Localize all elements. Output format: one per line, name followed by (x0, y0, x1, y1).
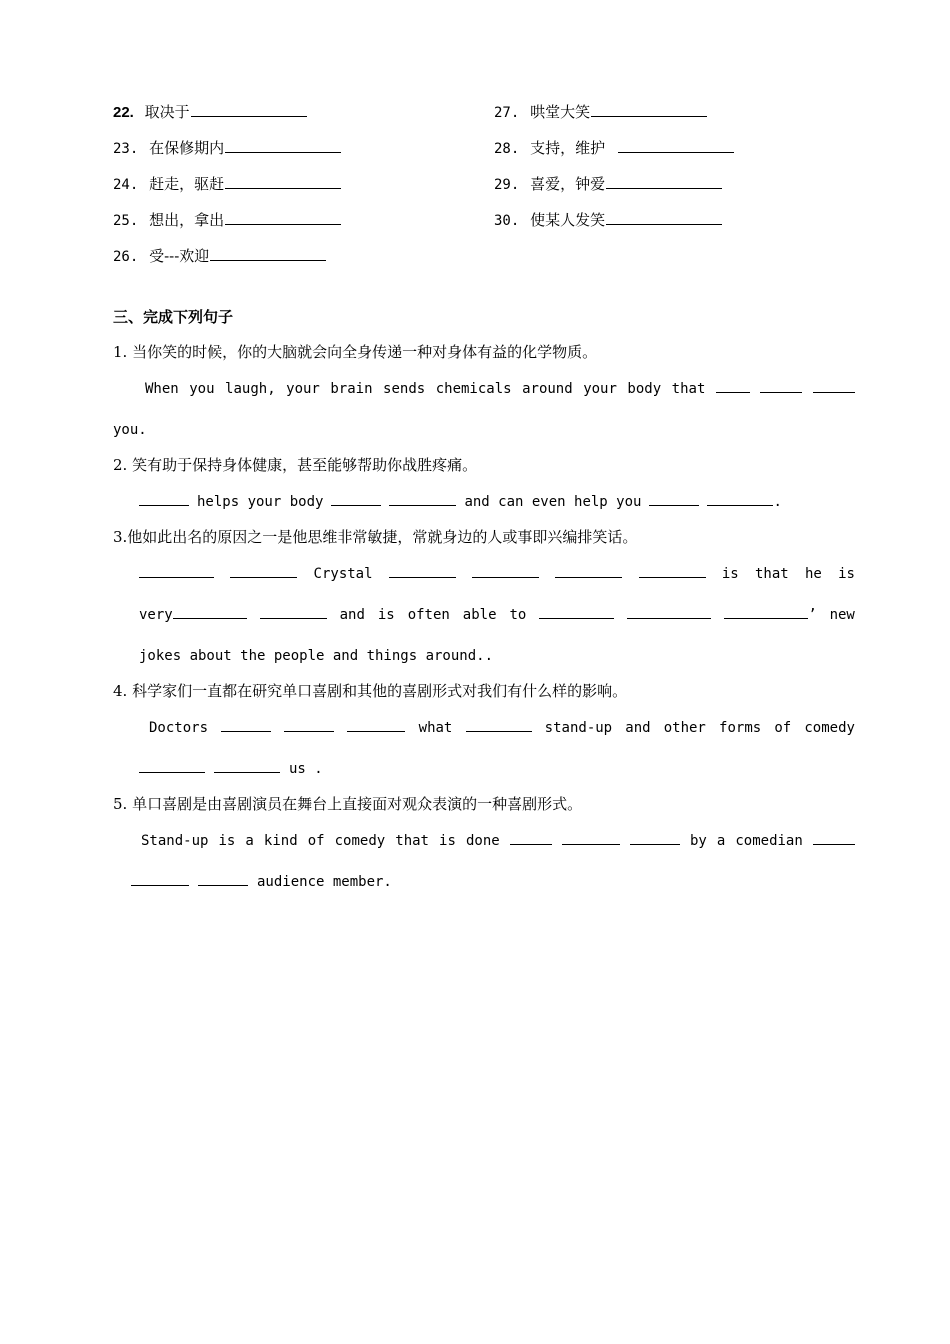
word: you. (113, 422, 147, 438)
item-number: 22. (113, 104, 134, 121)
answer-blank[interactable] (347, 718, 405, 732)
answer-blank[interactable] (716, 379, 750, 393)
sentence-1-chinese: 1. 当你笑的时候，你的大脑就会向全身传递一种对身体有益的化学物质。 (113, 343, 598, 361)
word: and (339, 607, 365, 623)
word: comedian (735, 833, 803, 849)
word: new (829, 607, 855, 623)
vocab-item-25 (113, 210, 341, 231)
word: laugh, (225, 381, 276, 397)
word: kind (263, 833, 298, 849)
answer-blank[interactable] (221, 718, 271, 732)
word: other (663, 720, 706, 736)
item-number: 30. (494, 213, 520, 229)
answer-blank[interactable] (260, 605, 327, 619)
word-with-blank (139, 605, 247, 625)
item-number: 24. (113, 177, 139, 193)
word: chemicals (435, 381, 512, 397)
answer-blank[interactable] (139, 564, 214, 578)
phrase: jokes about the people and things around.. (139, 648, 494, 664)
item-term: 在保修期内 (149, 139, 225, 157)
word: that (395, 833, 429, 849)
word: a (245, 833, 254, 849)
sentence-4-chinese: 4. 科学家们一直都在研究单口喜剧和其他的喜剧形式对我们有什么样的影响。 (113, 682, 628, 700)
answer-blank[interactable] (139, 492, 189, 506)
answer-blank[interactable] (389, 492, 456, 506)
word: that (755, 566, 789, 582)
vocab-item-26 (113, 246, 326, 267)
answer-blank[interactable] (618, 138, 734, 153)
item-term: 赶走，驱赶 (149, 175, 225, 193)
sentence-5-english (141, 831, 855, 851)
word: When (145, 381, 179, 397)
word: is (838, 566, 855, 582)
word: comedy (804, 720, 855, 736)
word: is (721, 566, 739, 582)
word: comedy (334, 833, 386, 849)
sentence-2-english (139, 492, 782, 512)
word: Doctors (149, 720, 209, 736)
answer-blank[interactable] (225, 174, 341, 189)
answer-blank[interactable] (225, 138, 341, 153)
vocab-item-24 (113, 174, 341, 195)
word: you (189, 381, 215, 397)
vocab-item-30 (494, 210, 722, 231)
word: Crystal (313, 566, 373, 582)
answer-blank[interactable] (210, 246, 326, 261)
phrase: helps your body (197, 494, 324, 510)
item-number: 25. (113, 213, 139, 229)
answer-blank[interactable] (562, 831, 620, 845)
phrase: and can even help you (464, 494, 642, 510)
answer-blank[interactable] (760, 379, 802, 393)
word: and (625, 720, 651, 736)
item-term: 哄堂大笑 (530, 103, 591, 121)
item-term: 取决于 (144, 103, 190, 121)
answer-blank[interactable] (139, 759, 205, 773)
answer-blank[interactable] (649, 492, 699, 506)
item-term: 想出，拿出 (149, 211, 225, 229)
word: your (286, 381, 320, 397)
answer-blank[interactable] (389, 564, 456, 578)
word: is (377, 607, 395, 623)
answer-blank[interactable] (813, 379, 855, 393)
word: Stand-up (141, 833, 209, 849)
vocab-item-27 (494, 102, 707, 123)
word: to (509, 607, 527, 623)
sentence-1-english (145, 379, 855, 399)
word: forms (719, 720, 762, 736)
sentence-5-english-cont (131, 872, 392, 892)
item-number: 26. (113, 249, 139, 265)
sentence-3-english (139, 564, 855, 584)
answer-blank[interactable] (131, 872, 189, 886)
word: body (627, 381, 662, 397)
word: sends (383, 381, 426, 397)
answer-blank[interactable] (284, 718, 334, 732)
word: around (522, 381, 573, 397)
word: of (774, 720, 792, 736)
answer-blank[interactable] (724, 605, 808, 619)
answer-blank[interactable] (630, 831, 680, 845)
vocab-item-28 (494, 138, 734, 159)
sentence-3-chinese: 3.他如此出名的原因之一是他思维非常敏捷，常就身边的人或事即兴编排笑话。 (113, 528, 638, 546)
answer-blank[interactable] (466, 718, 532, 732)
item-number: 27. (494, 105, 520, 121)
sentence-3-english-end (139, 646, 493, 666)
sentence-3-english-cont (139, 605, 855, 625)
item-number: 28. (494, 141, 520, 157)
answer-blank[interactable] (591, 102, 707, 117)
answer-blank[interactable] (331, 492, 381, 506)
word: he (804, 566, 822, 582)
vocab-item-23 (113, 138, 341, 159)
item-term: 使某人发笑 (530, 211, 606, 229)
sentence-2-chinese: 2. 笑有助于保持身体健康，甚至能够帮助你战胜疼痛。 (113, 456, 478, 474)
vocab-item-22 (113, 102, 307, 123)
item-term: 支持，维护 (530, 139, 610, 157)
word: often (407, 607, 450, 623)
sentence-4-english-cont (139, 759, 323, 779)
answer-blank[interactable] (230, 564, 297, 578)
item-term: 喜爱，钟爱 (530, 175, 606, 193)
answer-blank[interactable] (606, 174, 722, 189)
answer-blank[interactable] (627, 605, 711, 619)
word: brain (330, 381, 373, 397)
word: very (139, 607, 173, 623)
phrase: audience member. (257, 874, 392, 890)
sentence-4-english (149, 718, 855, 738)
answer-blank[interactable] (539, 605, 614, 619)
answer-blank[interactable] (173, 605, 247, 619)
sentence-1-english-cont (113, 420, 147, 440)
word: is (218, 833, 236, 849)
word: a (716, 833, 726, 849)
answer-blank[interactable] (639, 564, 706, 578)
word: able (462, 607, 497, 623)
word-with-blank (724, 605, 816, 625)
answer-blank[interactable] (198, 872, 248, 886)
answer-blank[interactable] (813, 831, 855, 845)
phrase: us . (289, 761, 323, 777)
answer-blank[interactable] (214, 759, 280, 773)
item-term: 受---欢迎 (149, 247, 210, 265)
answer-blank[interactable] (707, 492, 773, 506)
answer-blank[interactable] (606, 210, 722, 225)
word: by (689, 833, 707, 849)
answer-blank[interactable] (472, 564, 539, 578)
word: of (307, 833, 325, 849)
word: what (418, 720, 453, 736)
word: your (583, 381, 617, 397)
answer-blank[interactable] (225, 210, 341, 225)
answer-blank[interactable] (555, 564, 622, 578)
answer-blank[interactable] (191, 102, 307, 117)
vocab-item-29 (494, 174, 722, 195)
word: that (671, 381, 706, 397)
item-number: 29. (494, 177, 520, 193)
section-title: 三、完成下列句子 (113, 308, 234, 326)
word: is (439, 833, 456, 849)
word: done (465, 833, 500, 849)
phrase: . (773, 494, 782, 510)
word: stand-up (544, 720, 613, 736)
apostrophe: ’ (808, 607, 817, 623)
item-number: 23. (113, 141, 139, 157)
sentence-5-chinese: 5. 单口喜剧是由喜剧演员在舞台上直接面对观众表演的一种喜剧形式。 (113, 795, 583, 813)
answer-blank[interactable] (510, 831, 552, 845)
